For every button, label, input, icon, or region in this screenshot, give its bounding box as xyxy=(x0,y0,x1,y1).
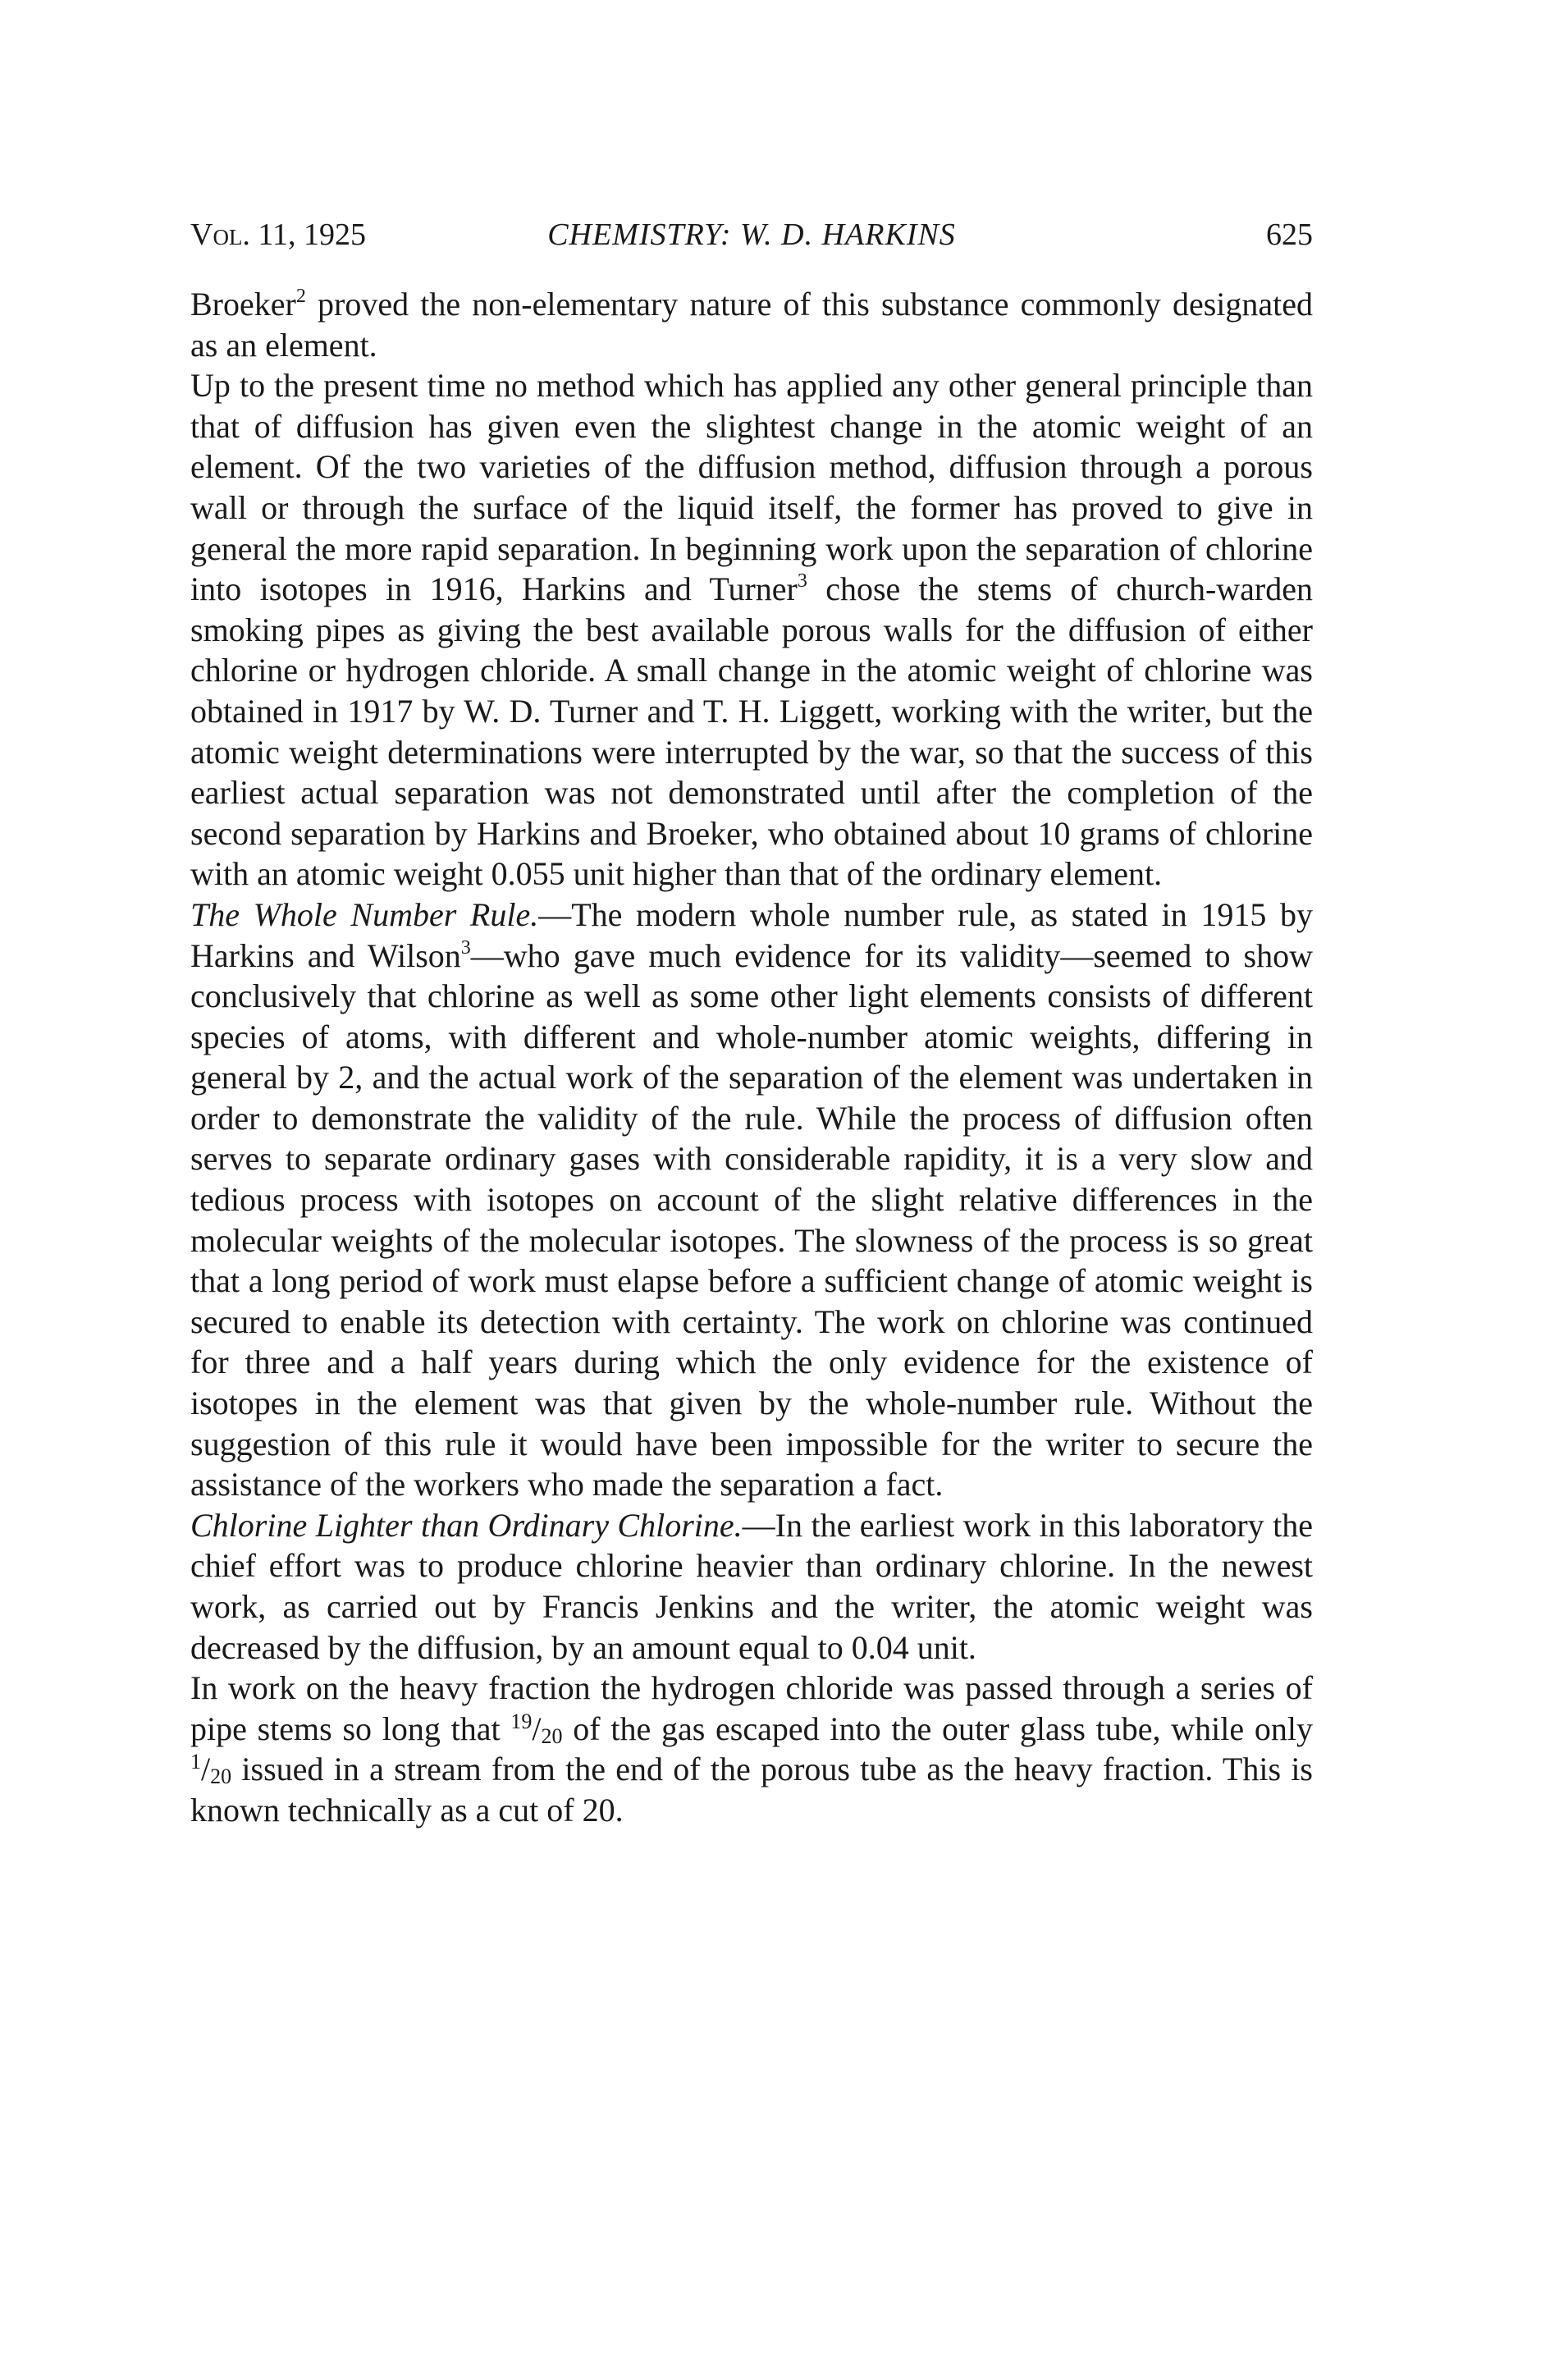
fraction-slash: / xyxy=(201,1751,211,1788)
section-run-in-heading: The Whole Number Rule. xyxy=(190,895,539,933)
page-number: 625 xyxy=(1266,217,1313,252)
paragraph xyxy=(190,1668,1313,1830)
article-body xyxy=(190,284,1313,1831)
section-run-in-heading: Chlorine Lighter than Ordinary Chlorine. xyxy=(190,1506,743,1544)
paragraph xyxy=(190,895,1313,1505)
text-run: —The modern whole number rule, as stated in 1915 by Harkins and Wilson xyxy=(190,895,1313,974)
running-title: CHEMISTRY: W. D. HARKINS xyxy=(547,217,956,252)
fraction-numerator: 19 xyxy=(510,1709,533,1733)
text-run: issued in a stream from the end of the porous tube as the heavy fraction. This is known technically as a cut of 20. xyxy=(190,1751,1313,1828)
text-run: Broeker xyxy=(190,286,296,323)
paragraph xyxy=(190,365,1313,895)
running-header xyxy=(190,210,1313,259)
text-run: In work on the heavy fraction the hydrogen chloride was passed through a series of pipe stems so long that xyxy=(190,1669,1313,1747)
fraction xyxy=(190,1751,231,1787)
fraction-denominator: 20 xyxy=(541,1723,563,1748)
text-run: of the gas escaped into the outer glass tube, while only xyxy=(562,1709,1314,1747)
paragraph xyxy=(190,284,1313,365)
text-run: proved the non-elementary nature of this substance commonly designated as an element. xyxy=(190,286,1313,364)
footnote-marker: 3 xyxy=(797,570,807,593)
text-run: —who gave much evidence for its validity—seemed to show conclusively that chlorine as well as some other light elements consists of different species of atoms, with different and whole-number atomic weights, differing in general by 2, and the actual work of the separation of the element was undertaken in order to demonstrate the validity of the rule. While the process of diffusion often serves to separate ordinary gases with considerable rapidity, it is a very slow and tedious process with isotopes on account of the slight relative differences in the molecular weights of the molecular isotopes. The slowness of the process is so great that a long period of work must elapse before a sufficient change of atomic weight is secured to enable its detection with certainty. The work on chlorine was continued for three and a half years during which the only evidence for the existence of isotopes in the element was that given by the whole-number rule. Without the suggestion of this rule it would have been impossible for the writer to secure the assistance of the workers who made the separation a fact. xyxy=(190,936,1313,1504)
fraction-denominator: 20 xyxy=(210,1764,232,1789)
volume-label: Vol. 11, 1925 xyxy=(190,217,367,252)
text-run: chose the stems of church-warden smoking pipes as giving the best available porous walls for the diffusion of either chlorine or hydrogen chloride. A small change in the atomic weight of chlorine was obtained in 1917 by W. D. Turner and T. H. Liggett, working with the writer, but the atomic weight determinations were interrupted by the war, so that the success of this earliest actual separation was not demonstrated until after the completion of the second separation by Harkins and Broeker, who obtained about 10 grams of chlorine with an atomic weight 0.055 unit higher than that of the ordinary element. xyxy=(190,570,1313,893)
paragraph xyxy=(190,1505,1313,1668)
fraction xyxy=(510,1710,562,1747)
fraction-numerator: 1 xyxy=(190,1750,201,1774)
text-run: —In the earliest work in this laboratory the chief effort was to produce chlorine heavier than ordinary chlorine. In the newest work, as carried out by Francis Jenkins and the writer, the atomic weight was decreased by the diffusion, by an amount equal to 0.04 unit. xyxy=(190,1506,1313,1666)
footnote-marker: 2 xyxy=(295,286,306,307)
footnote-marker: 3 xyxy=(460,936,471,959)
text-run: Up to the present time no method which has applied any other general principle than that of diffusion has given even the slightest change in the atomic weight of an element. Of the two varieties of the diffusion method, diffusion through a porous wall or through the surface of the liquid itself, the former has proved to give in general the more rapid separation. In beginning work upon the separation of chlorine into isotopes in 1916, Harkins and Turner xyxy=(190,367,1313,608)
fraction-slash: / xyxy=(532,1709,542,1747)
